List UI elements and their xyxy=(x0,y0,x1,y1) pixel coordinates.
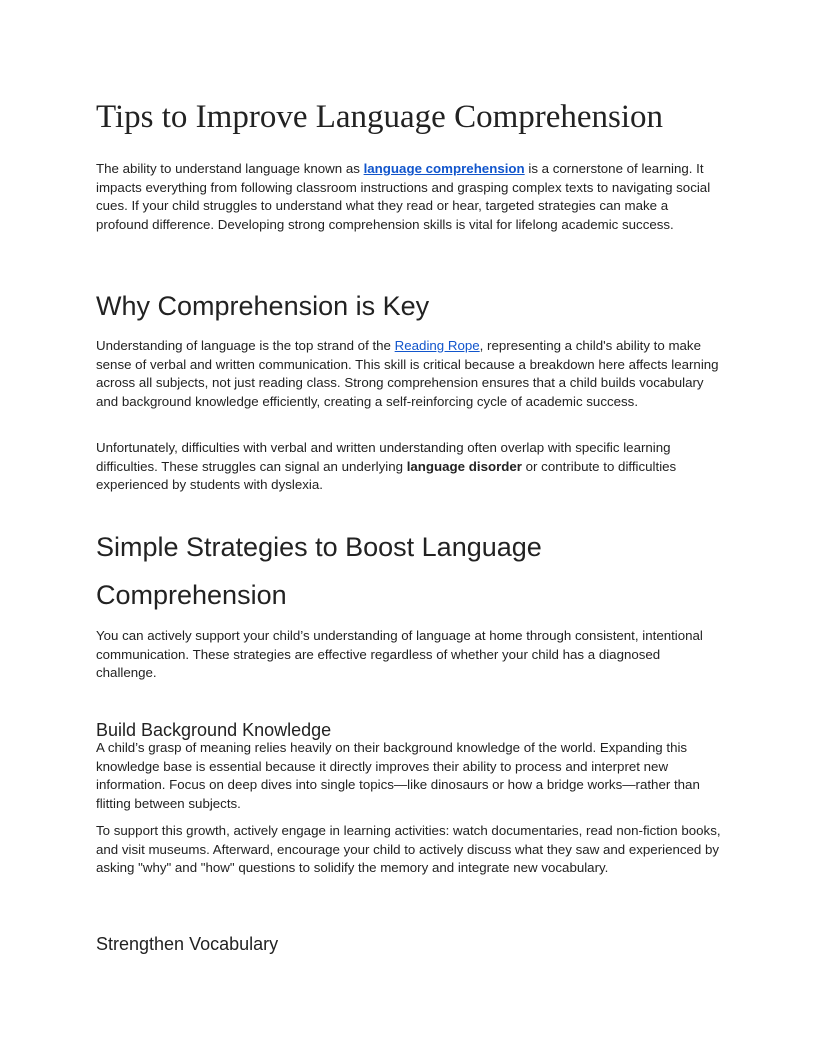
strategies-intro-paragraph: You can actively support your child’s understanding of language at home through consistent, intentional communication. These strategies are effective regardless of whether your child has a diagnosed challenge. xyxy=(96,628,703,681)
language-comprehension-link[interactable]: language comprehension xyxy=(363,161,525,176)
why-heading: Why Comprehension is Key xyxy=(96,291,430,321)
intro-text-after-link: is a cornerstone of learning. It impacts everything from following classroom instructions and grasping complex texts to navigating social cues. If your child struggles to understand what they read or hear, targeted strategies can make a profound difference. Developing strong comprehension skills is vital for lifelong academic success. xyxy=(96,161,711,233)
strategies-heading-line-1: Simple Strategies to Boost Language xyxy=(96,532,542,562)
why-p2-after-bold: or contribute to difficulties experienced by students with dyslexia. xyxy=(96,458,677,493)
strategies-heading xyxy=(96,523,542,619)
intro-paragraph xyxy=(96,160,724,235)
vocabulary-heading: Strengthen Vocabulary xyxy=(96,934,279,954)
background-knowledge-heading: Build Background Knowledge xyxy=(96,720,332,740)
reading-rope-link[interactable]: Reading Rope xyxy=(394,338,480,353)
language-disorder-bold: language disorder xyxy=(406,458,522,474)
intro-text-before-link: The ability to understand language known as xyxy=(96,161,364,176)
page-title: Tips to Improve Language Comprehension xyxy=(96,99,664,135)
why-paragraph-1 xyxy=(96,337,724,412)
why-p2-before-bold: Unfortunately, difficulties with verbal and written understanding often overlap with specific learning difficulties. These struggles can signal an underlying xyxy=(96,440,671,474)
why-p1-before-link: Understanding of language is the top strand of the xyxy=(96,338,395,353)
why-p1-after-link: , representing a child's ability to make sense of verbal and written communication. This skill is critical because a breakdown here affects learning across all subjects, not just reading class. Strong comprehension ensures that a child builds vocabulary and background knowledge efficiently, creating a self-reinforcing cycle of academic success. xyxy=(96,338,719,410)
background-paragraph-1: A child’s grasp of meaning relies heavily on their background knowledge of the world. Expanding this knowledge base is essential because it directly improves their ability to process and interpret new information. Focus on deep dives into single topics—like dinosaurs or how a bridge works—rather than flitting between subjects. xyxy=(96,740,700,812)
background-paragraph-2: To support this growth, actively engage in learning activities: watch documentaries, read non-fiction books, and visit museums. Afterward, encourage your child to actively discuss what they saw and experienced by asking "why" and "how" questions to solidify the memory and integrate new vocabulary. xyxy=(96,823,721,876)
strategies-heading-line-2: Comprehension xyxy=(96,580,287,610)
why-paragraph-2 xyxy=(96,439,724,495)
